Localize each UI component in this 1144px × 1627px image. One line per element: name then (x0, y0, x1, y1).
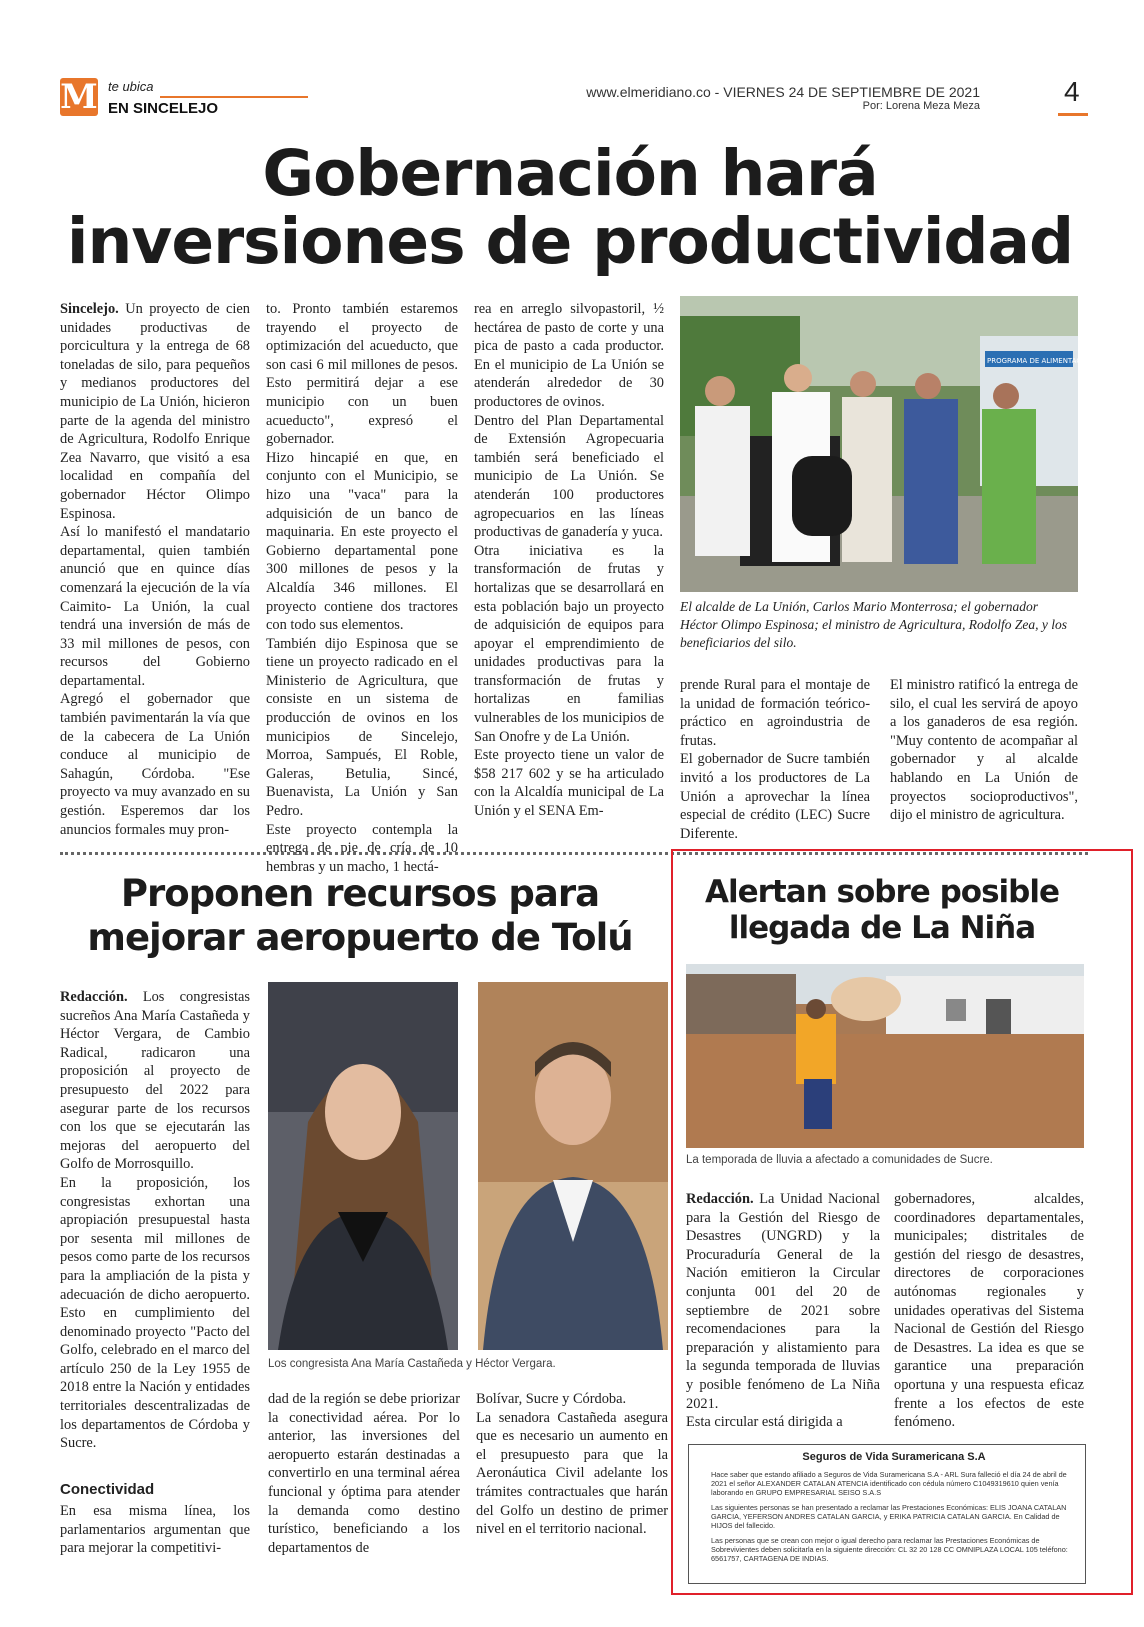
masthead-accent-line (160, 96, 308, 98)
article1-headline-line1: Gobernación hará (262, 137, 878, 210)
article2-photo-castaneda (268, 982, 458, 1350)
page-number-underline (1058, 113, 1088, 116)
article2-headline-line1: Proponen recursos para (120, 872, 600, 915)
article3-photo-caption: La temporada de lluvia a afectado a comunidades de Sucre. (686, 1154, 993, 1166)
legal-notice-p1: Hace saber que estando afiliado a Seguros de Vida Suramericana S.A - ARL Sura falleció el día 24 de abril de 2021 el señor ALEXANDER CATALAN ATENCIA identificado con cédula número C1049319610 quien venía laborando en GRUPO EMPRESARIAL SEISO S.A.S (711, 1470, 1067, 1497)
article1-col1-text: Un proyecto de cien unidades productivas de porcicultura y la entrega de 68 toneladas de silo, para pequeños y medianos productores del municipio de La Unión, hicieron parte de la agenda del ministro de Agricultura, Rodolfo Enrique Zea Navarro, que visitó a esa localidad en compañía del gobernador Héctor Olimpo Espinosa. Así lo manifestó el mandatario departamental, quien también anunció que en quince días comenzará la ejecución de la vía Caimito- La Unión, la cual tendrá una inversión de más de 33 mil millones de pesos, con recursos del Gobierno departamental. Agregó el gobernador que también pavimentarán la vía que de la cabecera de La Unión conduce al municipio de Sahagún, Córdoba. "Ese proyecto va muy avanzado en su gestión. Esperemos dar los anuncios formales muy pron- (60, 301, 250, 838)
article1-column-5: El ministro ratificó la entrega de silo, el cual les servirá de apoyo a los ganaderos de esa región. "Muy contento de acompañar al gobernador y al alcalde hablando en La Unión de proyectos socioproductivos", dijo el ministro de agricultura. (890, 677, 1078, 824)
article3-photo (686, 964, 1084, 1148)
article2-column-2: dad de la región se debe priorizar la conectividad aérea. Por lo anterior, las inversiones del aeropuerto estarán destinadas a convertirlo en una terminal aérea funcional y óptima para atender la demanda como destino turístico, beneficiando a los departamentos de (268, 1391, 460, 1556)
article1-column-2: to. Pronto también estaremos trayendo el proyecto de optimización del acueducto, que son casi 6 mil millones de pesos. Esto permitirá dejar a ese municipio con un buen acueducto", expresó el gobernador. Hizo hincapié en que, en conjunto con el Municipio, se hizo una "vaca" para la adquisición de un banco de maquinaria. En este proyecto el Gobierno departamental pone 300 millones de pesos y la Alcaldía 346 millones. El proyecto contiene dos tractores con todo sus elementos. También dijo Espinosa que se tiene un proyecto radicado en el Ministerio de Agricultura, que consiste en un sistema de producción de ovinos en los municipios de Sincelejo, Morroa, Sampués, El Roble, Galeras, Betulia, Sincé, Buenavista, La Unión y San Pedro. Este proyecto contempla la entrega de pie de cría de 10 hembras y un macho, 1 hectá- (266, 301, 458, 875)
article3-headline (680, 874, 1084, 946)
legal-notice-title: Seguros de Vida Suramericana S.A (802, 1451, 986, 1463)
article2-col1-text: Los congresistas sucreños Ana María Castañeda y Héctor Vergara, de Cambio Radical, radicaron una proposición al proyecto de presupuesto del 2022 para asegurar parte de los recursos con los que se ejecutarán las mejoras del aeropuerto del Golfo de Morrosquillo. En la proposición, los congresistas exhortan una apropiación presupuestal hasta por sesenta mil millones de pesos como parte de los recursos para la ampliación de la pista y adecuación de dicho aeropuerto. Esto en cumplimiento del denominado proyecto "Pacto del Golfo, celebrado en el marco del artículo 250 de la Ley 1955 de 2018 entre la Nación y entidades territoriales descentralizadas de los departamentos de Córdoba y Sucre. (60, 989, 250, 1452)
article1-headline (60, 137, 1080, 278)
article2-col1-tail: En esa misma línea, los parlamentarios argumentan que para mejorar la competitivi- (60, 1503, 250, 1557)
photo-banner-text: PROGRAMA DE ALIMENTACIÓN (987, 357, 1095, 365)
article2-photo-caption: Los congresista Ana María Castañeda y Héctor Vergara. (268, 1358, 556, 1370)
article3-col1-text: La Unidad Nacional para la Gestión del Riesgo de Desastres (UNGRD) y la Procuraduría General de la Nación emitieron la Circular conjunta 001 del 20 de septiembre de 2021 sobre recomendaciones para la preparación y alistamiento para la segunda temporada de lluvias y posible fenómeno de La Niña 2021. Esta circular está dirigida a (686, 1191, 880, 1431)
article2-photo-vergara (478, 982, 668, 1350)
article3-headline-line2: llegada de La Niña (728, 910, 1036, 946)
section-label: EN SINCELEJO (108, 100, 219, 117)
masthead-logo: M (60, 77, 98, 117)
article1-dateline: Sincelejo. (60, 301, 119, 317)
article3-column-2: gobernadores, alcaldes, coordinadores departamentales, municipales; distritales de gestión del riesgo de desastres, directores de corporaciones autónomas regionales y unidades operativas del Sistema Nacional de Gestión del Riesgo de Desastres. La idea es que se garantice una preparación oportuna y una respuesta eficaz frente a los efectos de este fenómeno. (894, 1191, 1084, 1431)
masthead-tagline: te ubica (108, 79, 154, 94)
article2-column-3: Bolívar, Sucre y Córdoba. La senadora Castañeda asegura que es necesario un aumento en el presupuesto para que la Aeronáutica Civil adelante los trámites contractuales que harán del Golfo un destino de primer nivel en el territorio nacional. (476, 1391, 668, 1538)
article1-column-3: rea en arreglo silvopastoril, ½ hectárea de pasto de corte y una pica de pasto a cada productor. En el municipio de La Unión se atenderán alrededor de 30 productores de ovinos. Dentro del Plan Departamental de Extensión Agropecuaria también será beneficiado el municipio de La Unión. Se atenderán 100 productores agropecuarios en las líneas productivas de ganadería y yuca. Otra iniciativa es la transformación de frutas y hortalizas que se desarrollará en esta población bajo un proyecto de adquisición de equipos para apoyar el emprendimiento de unidades productivas para la transformación de frutas y hortalizas en familias vulnerables de los municipios de San Onofre y de La Unión. Este proyecto tiene un valor de $58 217 602 y se ha articulado con la Alcaldía municipal de La Unión y el SENA Em- (474, 301, 664, 820)
article1-column-1 (60, 300, 250, 839)
article2-subhead: Conectividad (60, 1481, 155, 1498)
article1-photo-caption: El alcalde de La Unión, Carlos Mario Monterrosa; el gobernador Héctor Olimpo Espinosa; el ministro de Agricultura, Rodolfo Zea, y los beneficiarios del silo. (680, 599, 1067, 650)
legal-notice-p3: Las personas que se crean con mejor o igual derecho para reclamar las Prestaciones Económicas de Sobrevivientes deben solicitarla en la siguiente dirección: CL 32 20 128 CC OMNIPLAZA LOCAL 105 teléfono: 6561757, CARTAGENA DE INDIAS. (711, 1536, 1068, 1563)
article1-column-4: prende Rural para el montaje de la unidad de formación teórico-práctico en agroindustria de frutas. El gobernador de Sucre también invitó a los productores de La Unión a aprovechar la línea especial de crédito (LEC) Sucre Diferente. (680, 677, 870, 842)
byline: Por: Lorena Meza Meza (862, 100, 980, 112)
legal-notice (688, 1444, 1086, 1584)
legal-notice-p2: Las siguientes personas se han presentado a reclamar las Prestaciones Económicas: ELIS JOANA CATALAN GARCIA, YEFERSON ANDRES CATALAN GARCIA, y ERIKA PATRICIA CATALAN GARCIA. En Calidad de HIJOS del fallecido. (711, 1503, 1067, 1530)
article3-dateline: Redacción. (686, 1191, 754, 1207)
article2-headline-line2: mejorar aeropuerto de Tolú (87, 916, 633, 959)
page-number: 4 (1064, 76, 1080, 107)
article3-headline-line1: Alertan sobre posible (705, 874, 1059, 910)
article2-column-1 (60, 988, 250, 1453)
article1-headline-line2: inversiones de productividad (66, 205, 1074, 278)
article2-headline (60, 872, 660, 960)
site-date: www.elmeridiano.co - VIERNES 24 DE SEPTIEMBRE DE 2021 (586, 84, 980, 100)
article1-photo (680, 296, 1095, 592)
article3-column-1 (686, 1190, 880, 1432)
article2-dateline: Redacción. (60, 989, 128, 1005)
